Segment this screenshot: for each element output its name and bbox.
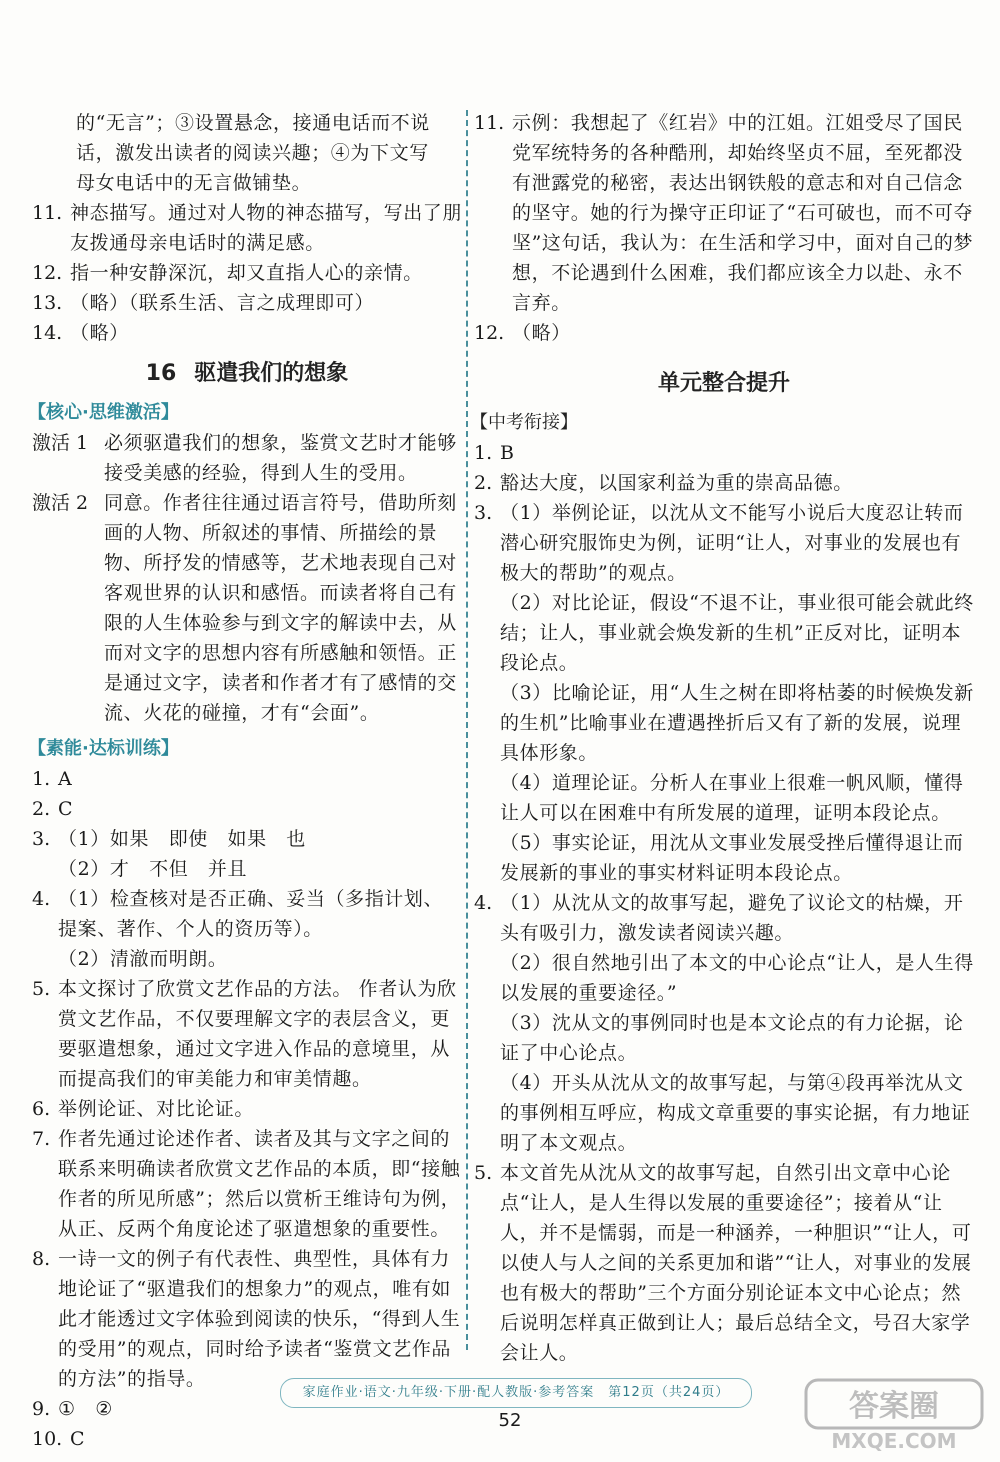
item-text: （1）如果 即使 如果 也 — [58, 828, 306, 850]
item-number: 3. — [32, 828, 51, 850]
item-text: （1）检查核对是否正确、妥当（多指计划、提案、著作、个人的资历等）。 — [58, 888, 444, 940]
item-text: A — [58, 768, 73, 790]
answer-item — [474, 888, 974, 948]
watermark-url: MXQE.COM — [831, 1429, 957, 1453]
sub-answer: （3）沈从文的事例同时也是本文论点的有力论据，论证了中心论点。 — [500, 1012, 964, 1064]
item-text: 一诗一文的例子有代表性、典型性，具体有力地论证了“驱遣我们的想象力”的观点，唯有如此才能透过文字体验到阅读的快乐，“得到人生的受用”的观点，同时给予读者“鉴赏文艺作品的方法”的指导。 — [58, 1248, 461, 1390]
item-text: （略） — [512, 322, 571, 344]
answer-item — [474, 468, 974, 498]
continuation-line: 的“无言”；③设置悬念，接通电话而不说 — [76, 112, 430, 134]
lesson-number: 16 — [145, 361, 177, 386]
answer-item — [474, 318, 974, 348]
activate-text: 必须驱遣我们的想象，鉴赏文艺时才能够接受美感的经验，得到人生的受用。 — [104, 432, 457, 484]
watermark-svg — [800, 1378, 990, 1454]
item-number: 8. — [32, 1248, 51, 1270]
answer-item — [32, 288, 462, 318]
item-number: 12. — [474, 322, 505, 344]
answer-item — [32, 764, 462, 794]
section-label: 【核心·思维激活】 — [28, 402, 179, 423]
answer-item — [32, 974, 462, 1094]
answer-item — [32, 1244, 462, 1394]
activate-label: 激活 2 — [32, 492, 89, 514]
continuation-line: 话，激发出读者的阅读兴趣；④为下文写 — [76, 142, 429, 164]
answer-item — [32, 794, 462, 824]
continuation-line: 母女电话中的无言做铺垫。 — [76, 172, 312, 194]
section-label: 【素能·达标训练】 — [28, 738, 179, 759]
answer-item — [32, 884, 462, 944]
sub-answer: （2）才 不但 并且 — [58, 858, 248, 880]
item-text: 本文首先从沈从文的故事写起，自然引出文章中心论点“让人，是人生得以发展的重要途径”；接着从“让人，并不是懦弱，而是一种涵养，一种胆识”“让人，可以使人与人之间的关系更加和谐”“让人，对事业的发展也有极大的帮助”三个方面分别论证本文中心论点；然后说明怎样真正做到让人；最后总结全文，号召大家学会让人。 — [500, 1162, 972, 1364]
sub-answer: （4）道理论证。分析人在事业上很难一帆风顺，懂得让人可以在困难中有所发展的道理，证明本段论点。 — [500, 772, 964, 824]
lesson-name: 驱遣我们的想象 — [194, 361, 349, 386]
item-text: 本文探讨了欣赏文艺作品的方法。 作者认为欣赏文艺作品，不仅要理解文字的表层含义，更要驱遣想象，通过文字进入作品的意境里，从而提高我们的审美能力和审美情趣。 — [58, 978, 457, 1090]
sub-answer: （2）清澈而明朗。 — [58, 948, 228, 970]
sub-answer: （4）开头从沈从文的故事写起，与第④段再举沈从文的事例相互呼应，构成文章重要的事实论据，有力地证明了本文观点。 — [500, 1072, 971, 1154]
sub-answer: （5）事实论证，用沈从文事业发展受挫后懂得退让而发展新的事业的事实材料证明本段论点。 — [500, 832, 964, 884]
answer-item — [32, 1124, 462, 1244]
lesson-title — [32, 356, 462, 392]
item-text: （1）从沈从文的故事写起，避免了议论文的枯燥，开头有吸引力，激发读者阅读兴趣。 — [500, 892, 964, 944]
answer-item — [474, 108, 974, 318]
item-number: 2. — [32, 798, 51, 820]
page-number: 52 — [498, 1410, 522, 1431]
item-number: 1. — [474, 442, 493, 464]
item-number: 7. — [32, 1128, 51, 1150]
item-text: 豁达大度，以国家利益为重的崇高品德。 — [500, 472, 853, 494]
sub-answer: （2）对比论证，假设“不退不让，事业很可能会就此终结；让人，事业就会焕发新的生机”正反对比，证明本段论点。 — [500, 592, 974, 674]
item-number: 9. — [32, 1398, 51, 1420]
sub-answer: （3）比喻论证，用“人生之树在即将枯萎的时候焕发新的生机”比喻事业在遭遇挫折后又有了新的发展，说理具体形象。 — [500, 682, 974, 764]
item-text: C — [58, 798, 74, 820]
item-number: 10. — [32, 1428, 63, 1450]
item-number: 2. — [474, 472, 493, 494]
activate-text: 同意。作者往往通过语言符号，借助所刻画的人物、所叙述的事情、所描绘的景物、所抒发的情感等，艺术地表现自己对客观世界的认识和感悟。而读者将自己有限的人生体验参与到文字的解读中去，从而对文字的思想内容有所感触和领悟。正是通过文字，读者和作者才有了感情的交流、火花的碰撞，才有“会面”。 — [104, 492, 457, 724]
item-number: 12. — [32, 262, 63, 284]
item-number: 13. — [32, 292, 63, 314]
item-text: （1）举例论证，以沈从文不能写小说后大度忍让转而潜心研究服饰史为例，证明“让人，对事业的发展也有极大的帮助”的观点。 — [500, 502, 964, 584]
activate-item — [32, 428, 462, 488]
sub-answer: （2）很自然地引出了本文的中心论点“让人，是人生得以发展的重要途径。” — [500, 952, 974, 1004]
item-number: 3. — [474, 502, 493, 524]
item-text: 神态描写。通过对人物的神态描写，写出了朋友拨通母亲电话时的满足感。 — [70, 202, 463, 254]
item-number: 5. — [32, 978, 51, 1000]
activate-label: 激活 1 — [32, 432, 89, 454]
answer-item — [32, 1424, 462, 1454]
answer-item — [474, 438, 974, 468]
item-text: C — [70, 1428, 86, 1450]
item-number: 5. — [474, 1162, 493, 1184]
item-number: 6. — [32, 1098, 51, 1120]
item-text: ① ② — [58, 1398, 113, 1420]
item-text: 示例：我想起了《红岩》中的江姐。江姐受尽了国民党军统特务的各种酷刑，却始终坚贞不屈，至死都没有泄露党的秘密，表达出钢铁般的意志和对自己信念的坚守。她的行为操守正印证了“石可破也，而不可夺坚”这句话，我认为：在生活和学习中，面对自己的梦想，不论遇到什么困难，我们都应该全力以赴、永不言弃。 — [512, 112, 974, 314]
item-text: （略） — [70, 322, 129, 344]
item-text: （略）（联系生活、言之成理即可） — [70, 292, 375, 314]
item-number: 11. — [474, 112, 505, 134]
page-footer: 家庭作业·语文·九年级·下册·配人教版·参考答案 第12页（共24页） — [280, 1378, 752, 1408]
section-label: 【中考衔接】 — [470, 412, 578, 433]
answer-item — [32, 258, 462, 288]
item-number: 14. — [32, 322, 63, 344]
answer-item — [474, 1158, 974, 1368]
answer-item — [32, 1094, 462, 1124]
unit-title: 单元整合提升 — [657, 371, 790, 396]
answer-item — [32, 318, 462, 348]
activate-item — [32, 488, 462, 728]
watermark-logo — [800, 1378, 990, 1454]
column-divider — [466, 110, 468, 1350]
item-text: 举例论证、对比论证。 — [58, 1098, 255, 1120]
item-text: 指一种安静深沉，却又直指人心的亲情。 — [70, 262, 423, 284]
item-text: B — [500, 442, 515, 464]
watermark-text: 答案圈 — [849, 1389, 939, 1424]
item-number: 1. — [32, 768, 51, 790]
answer-item — [32, 198, 462, 258]
item-text: 作者先通过论述作者、读者及其与文字之间的联系来明确读者欣赏文艺作品的本质，即“接触作者的所见所感”；然后以赏析王维诗句为例，从正、反两个角度论述了驱遣想象的重要性。 — [58, 1128, 461, 1240]
item-number: 4. — [474, 892, 493, 914]
left-column — [28, 108, 463, 1454]
item-number: 4. — [32, 888, 51, 910]
right-column — [470, 108, 974, 1368]
item-number: 11. — [32, 202, 63, 224]
answer-item — [32, 824, 462, 854]
answer-item — [474, 498, 974, 588]
